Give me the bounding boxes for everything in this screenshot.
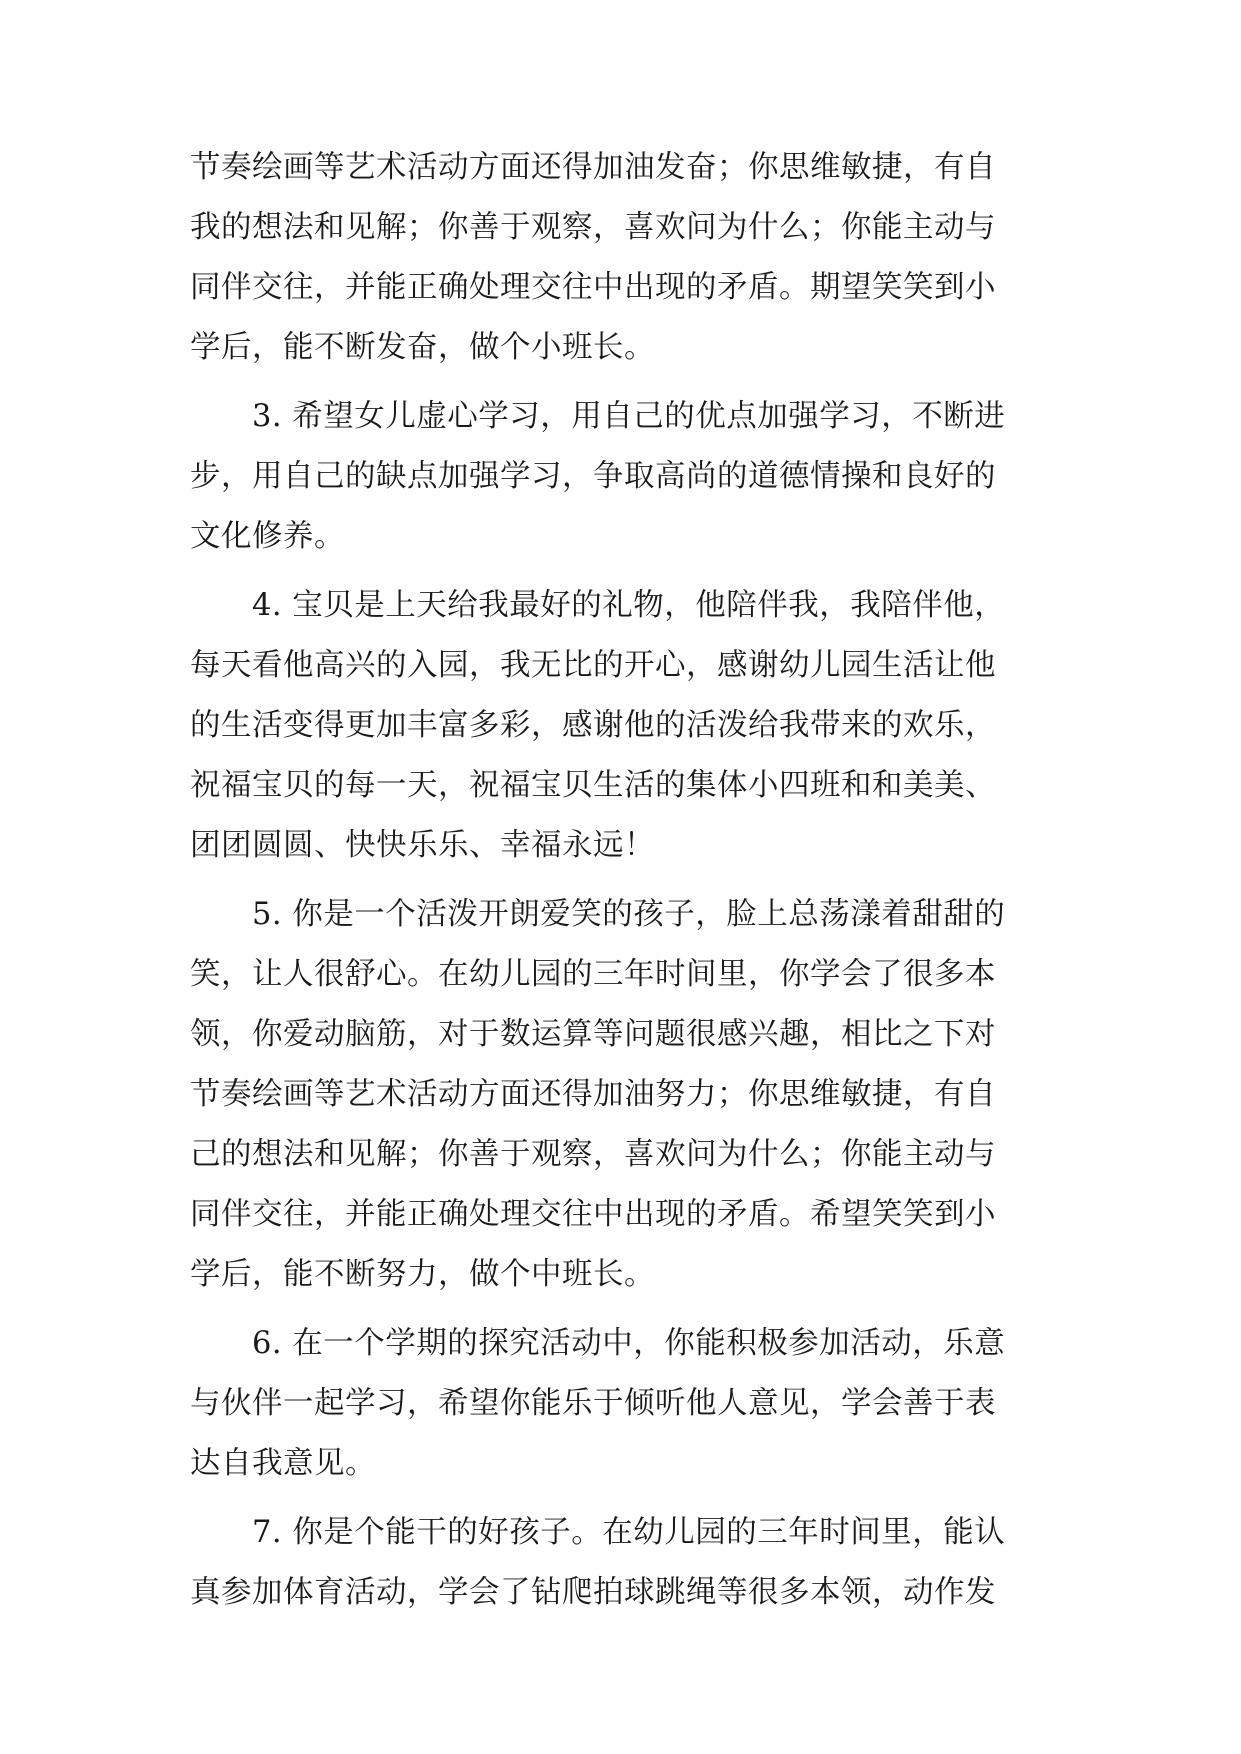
text-line: 领，你爱动脑筋，对于数运算等问题很感兴趣，相比之下对: [190, 1017, 996, 1052]
text-line: 节奏绘画等艺术活动方面还得加油发奋；你思维敏捷，有自: [190, 150, 996, 185]
text-line: 步，用自己的缺点加强学习，争取高尚的道德情操和良好的: [190, 459, 996, 494]
text-line: 与伙伴一起学习，希望你能乐于倾听他人意见，学会善于表: [190, 1386, 996, 1421]
text-line: 祝福宝贝的每一天，祝福宝贝生活的集体小四班和和美美、: [190, 768, 996, 803]
text-line: 我的想法和见解；你善于观察，喜欢问为什么；你能主动与: [190, 210, 996, 245]
text-line: 节奏绘画等艺术活动方面还得加油努力；你思维敏捷，有自: [190, 1077, 996, 1112]
paragraph-5-first-line: 5. 你是一个活泼开朗爱笑的孩子，脸上总荡漾着甜甜的: [252, 897, 1006, 932]
text-line: 的生活变得更加丰富多彩，感谢他的活泼给我带来的欢乐，: [190, 708, 996, 743]
text-line: 真参加体育活动，学会了钻爬拍球跳绳等很多本领，动作发: [190, 1575, 996, 1610]
text-line: 学后，能不断努力，做个中班长。: [190, 1257, 655, 1292]
text-line: 笑，让人很舒心。在幼儿园的三年时间里，你学会了很多本: [190, 957, 996, 992]
paragraph-7-first-line: 7. 你是个能干的好孩子。在幼儿园的三年时间里，能认: [252, 1515, 1006, 1550]
text-line: 己的想法和见解；你善于观察，喜欢问为什么；你能主动与: [190, 1137, 996, 1172]
paragraph-3-first-line: 3. 希望女儿虚心学习，用自己的优点加强学习，不断进: [252, 399, 1006, 434]
text-line: 学后，能不断发奋，做个小班长。: [190, 330, 655, 365]
text-line: 同伴交往，并能正确处理交往中出现的矛盾。期望笑笑到小: [190, 270, 996, 305]
text-line: 达自我意见。: [190, 1446, 376, 1481]
text-line: 文化修养。: [190, 519, 345, 554]
paragraph-6-first-line: 6. 在一个学期的探究活动中，你能积极参加活动，乐意: [252, 1326, 1006, 1361]
text-line: 同伴交往，并能正确处理交往中出现的矛盾。希望笑笑到小: [190, 1197, 996, 1232]
text-line: 每天看他高兴的入园，我无比的开心，感谢幼儿园生活让他: [190, 648, 996, 683]
paragraph-4-first-line: 4. 宝贝是上天给我最好的礼物，他陪伴我，我陪伴他，: [252, 588, 1006, 623]
text-line: 团团圆圆、快快乐乐、幸福永远！: [190, 828, 655, 863]
